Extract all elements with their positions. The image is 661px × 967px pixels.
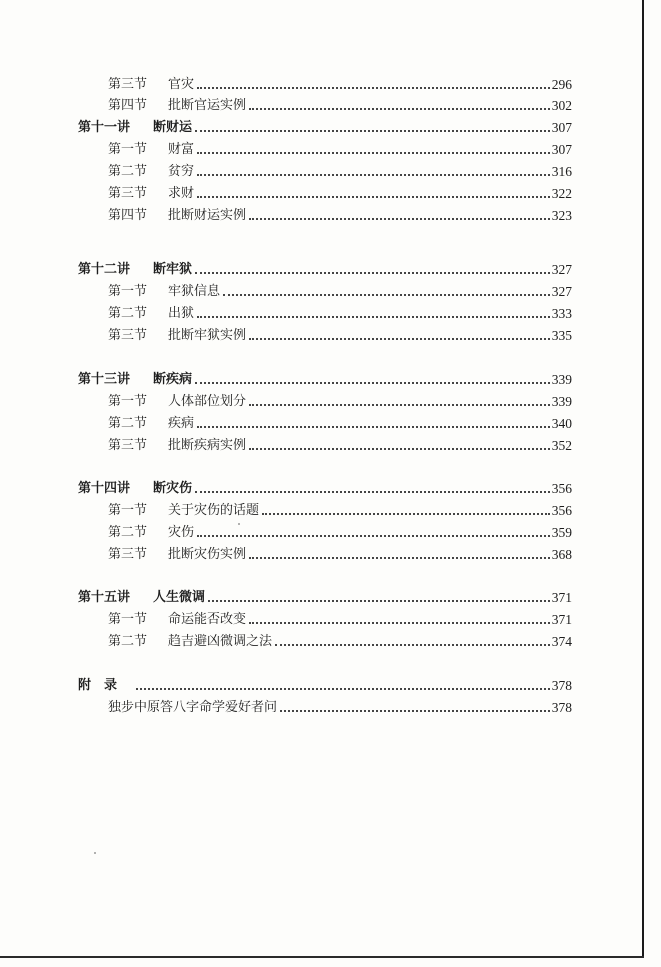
toc-entry-section: [78, 388, 572, 410]
scan-edge-bottom: [0, 956, 644, 958]
toc-entry-section: [78, 71, 572, 93]
section-number: 第三节: [108, 77, 148, 92]
section-number: 第二节: [108, 525, 148, 540]
section-title: 灾伤: [168, 525, 195, 540]
toc-entry-section: [78, 432, 572, 454]
chapter-number: 第十四讲: [78, 481, 131, 496]
page-number: 335: [551, 328, 572, 343]
dot-leader: [195, 129, 550, 132]
dot-leader: [195, 490, 550, 493]
section-number: 第二节: [108, 306, 148, 321]
chapter-number: 第十五讲: [78, 590, 131, 605]
page-number: 378: [551, 700, 572, 715]
page-number: 327: [551, 284, 572, 299]
dot-leader: [249, 447, 550, 450]
chapter-title: 人生微调: [153, 590, 206, 605]
section-title: 趋吉避凶微调之法: [168, 634, 273, 649]
section-title: 求财: [168, 186, 195, 201]
dot-leader: [262, 512, 550, 515]
section-title: 批断官运实例: [168, 98, 247, 113]
appendix-label: 附 录: [78, 678, 118, 693]
toc-entry-section: [78, 628, 572, 650]
section-number: 第一节: [108, 284, 148, 299]
toc-entry-appendix: [78, 672, 572, 694]
page-number: 333: [551, 306, 572, 321]
toc-entry-chapter: [78, 366, 572, 388]
dot-leader: [197, 173, 550, 176]
toc-entry-section: [78, 497, 572, 519]
dot-leader: [195, 271, 550, 274]
page-number: 359: [551, 525, 572, 540]
page-number: 302: [551, 98, 572, 113]
dot-leader: [249, 337, 550, 340]
chapter-title: 断财运: [153, 120, 193, 135]
page-number: 340: [551, 416, 572, 431]
page-number: 356: [551, 503, 572, 518]
toc-entry-section: [78, 541, 572, 563]
toc-entry-section: [78, 180, 572, 202]
section-title: 疾病: [168, 416, 195, 431]
dot-leader: [249, 621, 550, 624]
section-number: 第三节: [108, 438, 148, 453]
toc-entry-section: [78, 606, 572, 628]
section-title: 财富: [168, 142, 195, 157]
scan-speck: [94, 852, 96, 854]
page-number: 352: [551, 438, 572, 453]
section-title: 批断疾病实例: [168, 438, 247, 453]
section-title: 批断财运实例: [168, 208, 247, 223]
dot-leader: [249, 403, 550, 406]
toc-entry-section: [78, 92, 572, 114]
dot-leader: [195, 381, 550, 384]
section-title: 官灾: [168, 77, 195, 92]
page-number: 368: [551, 547, 572, 562]
page-number: 323: [551, 208, 572, 223]
section-title: 关于灾伤的话题: [168, 503, 260, 518]
page-number: 322: [551, 186, 572, 201]
toc-entry-appendix-item: [78, 694, 572, 716]
toc-entry-section: [78, 322, 572, 344]
section-number: 第二节: [108, 164, 148, 179]
toc-entry-section: [78, 519, 572, 541]
section-title: 批断牢狱实例: [168, 328, 247, 343]
toc-entry-section: [78, 158, 572, 180]
section-number: 第一节: [108, 394, 148, 409]
section-number: 第三节: [108, 186, 148, 201]
dot-leader: [197, 534, 550, 537]
section-title: 牢狱信息: [168, 284, 221, 299]
toc-entry-section: [78, 136, 572, 158]
scan-speck: [238, 523, 240, 525]
section-number: 第三节: [108, 328, 148, 343]
scan-edge-right: [642, 0, 644, 958]
page-number: 371: [551, 590, 572, 605]
section-number: 第一节: [108, 142, 148, 157]
page-number: 296: [551, 77, 572, 92]
dot-leader: [249, 107, 550, 110]
dot-leader: [280, 709, 550, 712]
toc-entry-chapter: [78, 256, 572, 278]
dot-leader: [223, 293, 550, 296]
dot-leader: [197, 151, 550, 154]
page-number: 356: [551, 481, 572, 496]
chapter-number: 第十二讲: [78, 262, 131, 277]
appendix-item-title: 独步中原答八字命学爱好者问: [108, 700, 278, 715]
page-number: 327: [551, 262, 572, 277]
dot-leader: [197, 86, 550, 89]
toc-entry-section: [78, 202, 572, 224]
dot-leader: [249, 217, 550, 220]
chapter-title: 断牢狱: [153, 262, 193, 277]
section-number: 第一节: [108, 612, 148, 627]
dot-leader: [197, 425, 550, 428]
section-title: 出狱: [168, 306, 195, 321]
toc-entry-section: [78, 300, 572, 322]
section-number: 第三节: [108, 547, 148, 562]
chapter-number: 第十一讲: [78, 120, 131, 135]
page-number: 371: [551, 612, 572, 627]
dot-leader: [197, 315, 550, 318]
section-title: 贫穷: [168, 164, 195, 179]
page-number: 339: [551, 372, 572, 387]
dot-leader: [249, 556, 550, 559]
chapter-number: 第十三讲: [78, 372, 131, 387]
page-number: 339: [551, 394, 572, 409]
page-number: 316: [551, 164, 572, 179]
dot-leader: [197, 195, 550, 198]
toc-entry-section: [78, 278, 572, 300]
dot-leader: [136, 687, 550, 690]
section-number: 第二节: [108, 416, 148, 431]
toc-entry-chapter: [78, 584, 572, 606]
dot-leader: [208, 599, 550, 602]
section-number: 第四节: [108, 208, 148, 223]
dot-leader: [275, 643, 550, 646]
chapter-title: 断灾伤: [153, 481, 193, 496]
page-number: 378: [551, 678, 572, 693]
section-title: 命运能否改变: [168, 612, 247, 627]
section-number: 第二节: [108, 634, 148, 649]
section-number: 第一节: [108, 503, 148, 518]
page-number: 307: [551, 120, 572, 135]
toc-entry-section: [78, 410, 572, 432]
section-title: 批断灾伤实例: [168, 547, 247, 562]
section-title: 人体部位划分: [168, 394, 247, 409]
toc-entry-chapter: [78, 475, 572, 497]
page-number: 307: [551, 142, 572, 157]
chapter-title: 断疾病: [153, 372, 193, 387]
section-number: 第四节: [108, 98, 148, 113]
page-number: 374: [551, 634, 572, 649]
toc-entry-chapter: [78, 114, 572, 136]
